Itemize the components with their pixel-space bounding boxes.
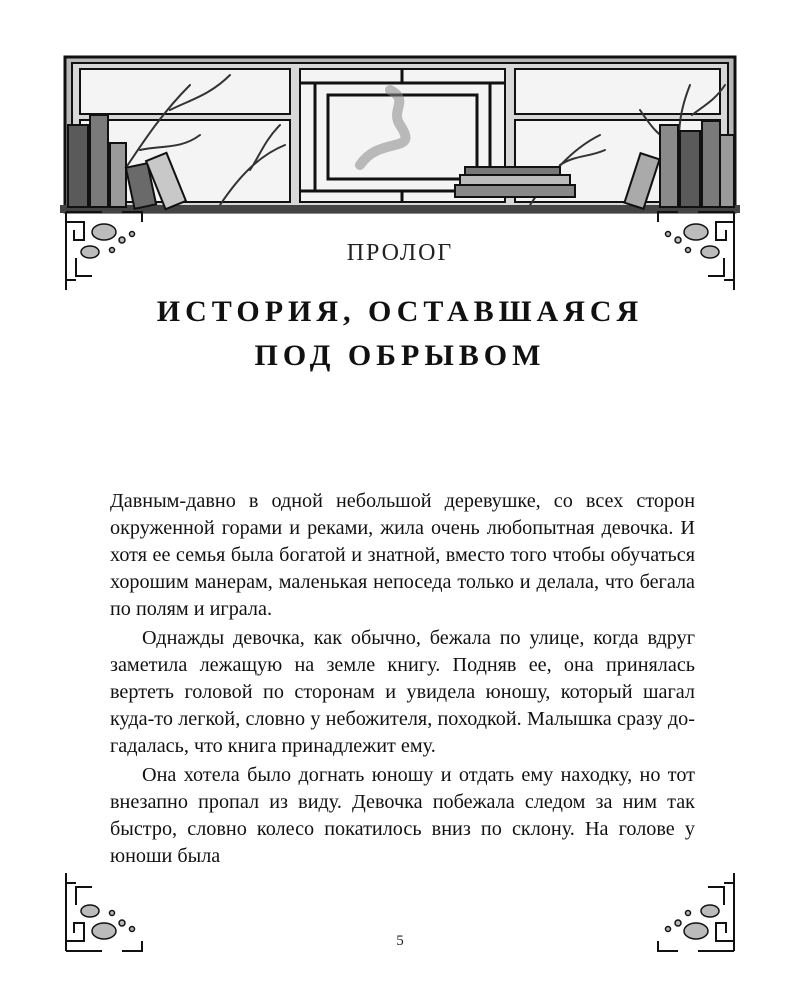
page-number: 5 (396, 933, 404, 949)
chapter-title-line-1: ИСТОРИЯ, ОСТАВШАЯСЯ (156, 295, 644, 328)
paragraph: Однажды девочка, как обычно, бежала по улице, когда вдруг заметила лежащую на земле книгу. Подняв ее, она принялась вертеть головой по сторонам и увидела юношу, который шагал куда-то легкой, словно у небожителя, походкой. Малышка сразу догадалась, что книга принадлежит ему. (110, 627, 695, 757)
prologue-label: ПРОЛОГ (346, 240, 454, 266)
paragraph: Она хотела было догнать юношу и отдать ему находку, но тот внезапно пропал из виду. Девочка побежала следом за ним так быстро, словно колесо покатилось вниз по склону. На голове у юноши была (110, 764, 695, 867)
body-text (110, 488, 695, 870)
chapter-title (0, 290, 800, 378)
chapter-title-line-2: ПОД ОБРЫВОМ (254, 339, 546, 372)
paragraph: Давным-давно в одной небольшой деревушке, со всех сторон окруженной горами и реками, жила очень любопытная девочка. И хотя ее семья была богатой и знатной, вместо того чтобы обучаться хорошим манерам, маленькая непоседа только и делала, что бегала по полям и играла. (110, 490, 695, 620)
